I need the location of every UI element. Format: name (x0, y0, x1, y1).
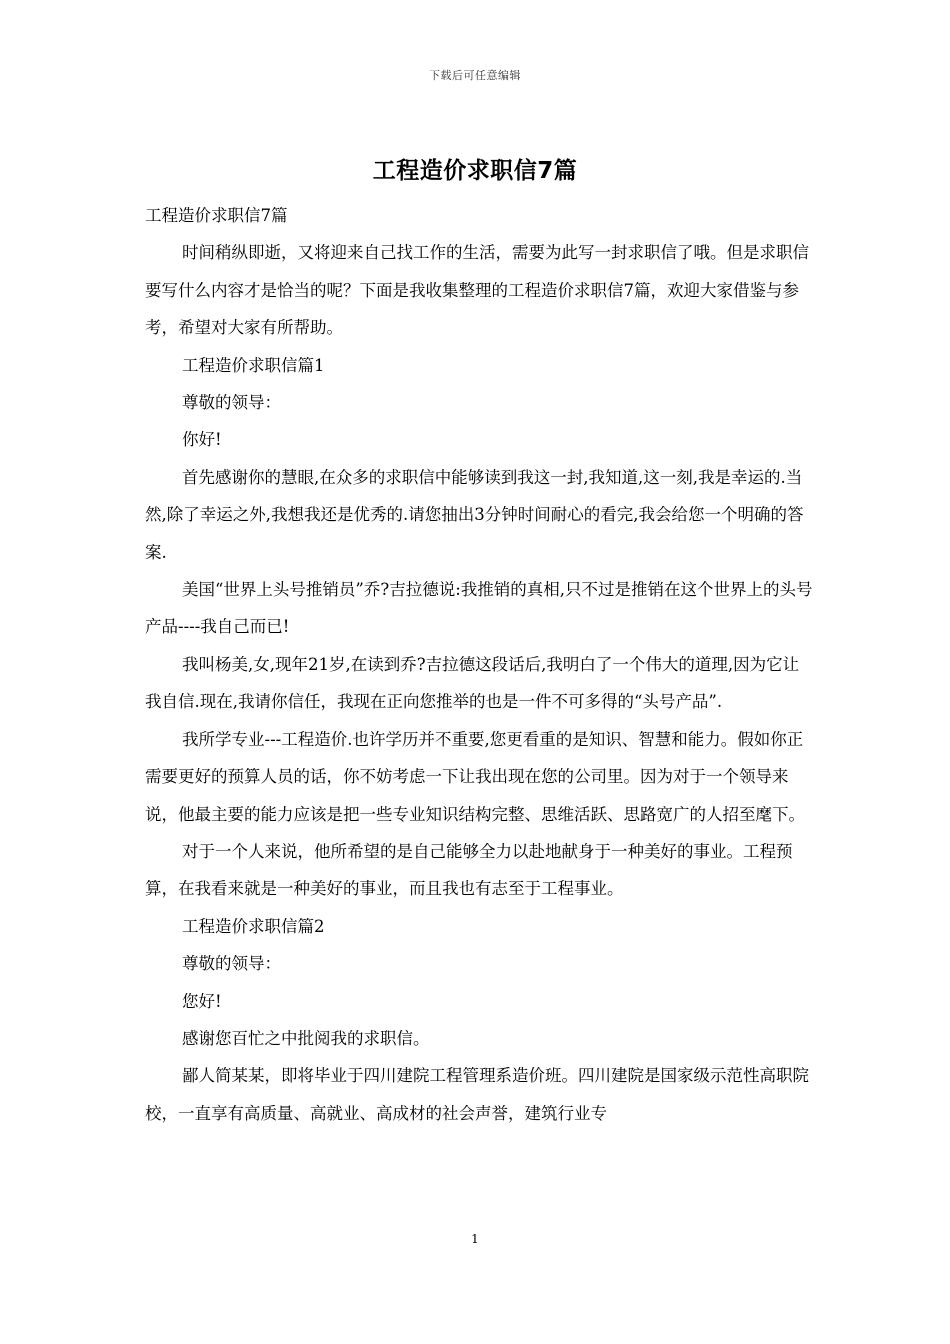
paragraph: 首先感谢你的慧眼,在众多的求职信中能够读到我这一封,我知道,这一刻,我是幸运的.当然,除了幸运之外,我想我还是优秀的.请您抽出3分钟时间耐心的看完,我会给您一个明确的答案. (145, 467, 804, 562)
greeting: 你好! (182, 430, 222, 450)
section-heading: 工程造价求职信篇1 (182, 355, 325, 375)
paragraph: 我所学专业---工程造价.也许学历并不重要,您更看重的是知识、智慧和能力。假如你正需要更好的预算人员的话，你不妨考虑一下让我出现在您的公司里。因为对于一个领导来说，他最主要的能力应该是把一些专业知识结构完整、思维活跃、思路宽广的人招至麾下。 (145, 729, 805, 824)
greeting: 您好! (182, 991, 222, 1011)
salutation: 尊敬的领导： (182, 954, 281, 974)
paragraph: 工程造价求职信7篇 (145, 206, 288, 225)
salutation: 尊敬的领导： (182, 393, 281, 413)
paragraph: 我叫杨美,女,现年21岁,在读到乔?吉拉德这段话后,我明白了一个伟大的道理,因为它让我自信.现在,我请你信任，我现在正向您推举的也是一件不可多得的“头号产品”. (145, 654, 800, 712)
paragraph: 美国“世界上头号推销员”乔?吉拉德说:我推销的真相,只不过是推销在这个世界上的头号产品----我自己而已! (145, 580, 813, 637)
document-title: 工程造价求职信7篇 (372, 158, 578, 184)
paragraph: 对于一个人来说，他所希望的是自己能够全力以赴地献身于一种美好的事业。工程预算，在我看来就是一种美好的事业，而且我也有志至于工程事业。 (145, 841, 793, 899)
document-body (145, 197, 815, 1132)
page-header: 下载后可任意编辑 (429, 69, 521, 82)
section-heading: 工程造价求职信篇2 (182, 916, 325, 936)
paragraph: 鄙人简某某，即将毕业于四川建院工程管理系造价班。四川建院是国家级示范性高职院校，一直享有高质量、高就业、高成材的社会声誉，建筑行业专 (145, 1066, 809, 1123)
paragraph: 感谢您百忙之中批阅我的求职信。 (182, 1028, 430, 1048)
paragraph: 时间稍纵即逝，又将迎来自己找工作的生活，需要为此写一封求职信了哦。但是求职信要写什么内容才是恰当的呢？下面是我收集整理的工程造价求职信7篇，欢迎大家借鉴与参考，希望对大家有所帮助。 (145, 243, 809, 338)
page-number: 1 (471, 1232, 479, 1246)
